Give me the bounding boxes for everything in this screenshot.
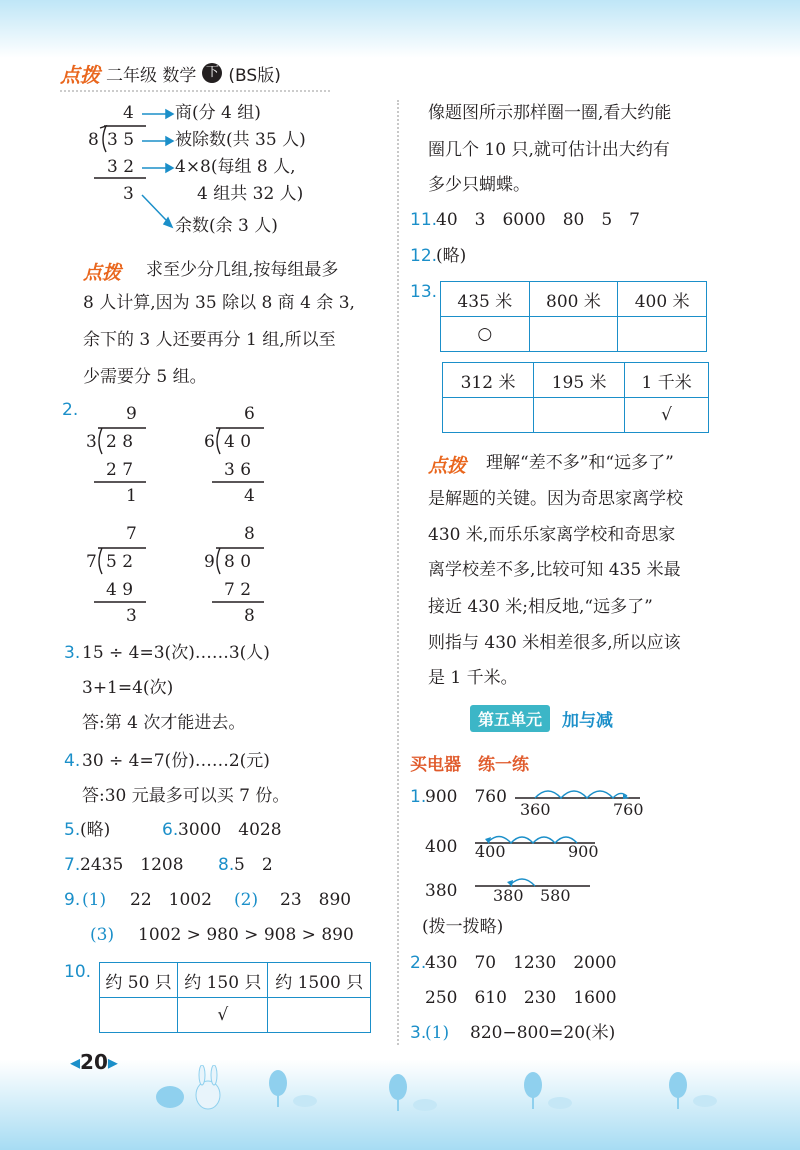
book-title: 二年级 数学 xyxy=(106,65,197,86)
answer-line: 5 2 xyxy=(234,855,273,875)
tip-line: 少需要分 5 组。 xyxy=(83,367,207,387)
table-cell xyxy=(534,398,625,433)
answer-line: 3000 4028 xyxy=(178,820,282,840)
logo: 点拨 xyxy=(60,62,100,87)
answer-line: 2435 1208 xyxy=(80,855,184,875)
table-cell xyxy=(100,998,178,1033)
number-line-label: 400 xyxy=(475,842,506,861)
table-cell: 约 50 只 xyxy=(100,963,178,998)
text-line: 圈几个 10 只,就可估计出大约有 xyxy=(428,140,670,160)
product: 4 9 xyxy=(106,580,134,600)
quotient: 7 xyxy=(126,524,137,544)
table-cell: 435 米 xyxy=(441,282,530,317)
table-cell: 312 米 xyxy=(443,363,534,398)
product: 7 2 xyxy=(224,580,252,600)
volume-badge: 下 xyxy=(202,63,222,83)
answer-line: 30 ÷ 4=7(份)……2(元) xyxy=(82,751,270,771)
table-cell xyxy=(443,398,534,433)
divisor: 6 xyxy=(204,432,215,452)
section-title: 买电器 练一练 xyxy=(410,755,529,775)
question-number: 13. xyxy=(410,282,438,302)
answer-line: 400 xyxy=(425,837,458,857)
tip-line: 理解“差不多”和“远多了” xyxy=(486,453,674,473)
answer-line: 22 1002 xyxy=(130,890,212,910)
text-line: 像题图所示那样圈一圈,看大约能 xyxy=(428,103,672,123)
remainder: 3 xyxy=(126,606,137,626)
table-cell: √ xyxy=(178,998,268,1033)
answer-line: 820−800=20(米) xyxy=(470,1023,616,1043)
column-divider xyxy=(397,100,399,1045)
answer-line: 430 70 1230 2000 xyxy=(425,953,617,973)
quotient: 4 xyxy=(123,103,134,123)
header-rule xyxy=(60,90,330,92)
remainder: 1 xyxy=(126,486,137,506)
answer-line: 答:30 元最多可以买 7 份。 xyxy=(82,786,290,806)
annotation-dividend: 被除数(共 35 人) xyxy=(175,130,306,150)
question-number: 3. xyxy=(64,643,81,663)
question-number: 10. xyxy=(64,962,92,982)
divisor: 3 xyxy=(86,432,97,452)
number-line-label: 760 xyxy=(613,800,644,819)
edition: (BS版) xyxy=(228,65,281,86)
remainder: 4 xyxy=(244,486,255,506)
part-label: (2) xyxy=(234,890,259,910)
answer-line: 1002 > 980 > 908 > 890 xyxy=(138,925,354,945)
product: 3 2 xyxy=(107,157,135,177)
dividend: 3 5 xyxy=(107,130,135,150)
question-number: 6. xyxy=(162,820,179,840)
part-label: (1) xyxy=(425,1023,450,1043)
answer-line: 3+1=4(次) xyxy=(82,678,174,698)
tip-line: 接近 430 米;相反地,“远多了” xyxy=(428,597,653,617)
dividend: 8 0 xyxy=(224,552,252,572)
quotient: 6 xyxy=(244,404,255,424)
question-number: 12. xyxy=(410,246,438,266)
text-line: 多少只蝴蝶。 xyxy=(428,175,530,195)
quotient: 8 xyxy=(244,524,255,544)
page-header xyxy=(60,60,281,86)
number-line xyxy=(515,782,645,802)
long-division xyxy=(202,404,282,509)
table-cell xyxy=(529,317,618,352)
annotation-quotient: 商(分 4 组) xyxy=(175,103,261,123)
number-line-label: 900 xyxy=(568,842,599,861)
product: 2 7 xyxy=(106,460,134,480)
annotation-product-1: 4×8(每组 8 人, xyxy=(175,157,296,177)
table-cell: 约 150 只 xyxy=(178,963,268,998)
tip-line: 余下的 3 人还要再分 1 组,所以至 xyxy=(83,330,336,350)
bunny-illustration xyxy=(156,1065,220,1109)
top-band xyxy=(0,0,800,58)
number-line-label: 360 xyxy=(520,800,551,819)
answer-line: 380 xyxy=(425,881,458,901)
dividend: 5 2 xyxy=(106,552,134,572)
number-line-label: 380 xyxy=(493,886,524,905)
estimate-table xyxy=(99,962,371,1033)
table-cell: 195 米 xyxy=(534,363,625,398)
long-division xyxy=(84,524,164,629)
tip-line: 是解题的关键。因为奇思家离学校 xyxy=(428,489,683,509)
dividend: 4 0 xyxy=(224,432,252,452)
answer-line: (略) xyxy=(436,246,467,266)
divisor: 9 xyxy=(204,552,215,572)
answer-line: 答:第 4 次才能进去。 xyxy=(82,713,246,733)
distance-table-1 xyxy=(440,281,707,352)
tip-line: 430 米,而乐乐家离学校和奇思家 xyxy=(428,525,676,545)
answer-line: 40 3 6000 80 5 7 xyxy=(436,210,640,230)
table-cell: ○ xyxy=(441,317,530,352)
answer-line: 23 890 xyxy=(280,890,352,910)
remainder: 3 xyxy=(123,184,134,204)
part-label: (3) xyxy=(90,925,115,945)
tip-label: 点拨 xyxy=(83,262,122,284)
product: 3 6 xyxy=(224,460,252,480)
question-number: 3. xyxy=(410,1023,427,1043)
question-number: 7. xyxy=(64,855,81,875)
annotation-remainder: 余数(余 3 人) xyxy=(175,216,278,236)
tip-label: 点拨 xyxy=(428,455,467,477)
unit-title: 加与减 xyxy=(562,711,614,731)
table-cell: 800 米 xyxy=(529,282,618,317)
tree-illustration xyxy=(269,1070,717,1111)
table-cell: 400 米 xyxy=(618,282,707,317)
tip-line: 8 人计算,因为 35 除以 8 商 4 余 3, xyxy=(83,293,355,313)
page-number-value: 20 xyxy=(80,1050,108,1074)
table-cell: 1 千米 xyxy=(625,363,709,398)
remainder: 8 xyxy=(244,606,255,626)
divisor: 8 xyxy=(88,130,99,150)
long-division xyxy=(84,404,164,509)
question-number: 2. xyxy=(62,400,79,420)
question-number: 9. xyxy=(64,890,81,910)
unit-banner xyxy=(470,705,613,732)
question-number: 11. xyxy=(410,210,438,230)
distance-table-2 xyxy=(442,362,709,433)
question-number: 4. xyxy=(64,751,81,771)
table-cell: 约 1500 只 xyxy=(268,963,371,998)
table-cell xyxy=(268,998,371,1033)
question-number: 1. xyxy=(410,787,427,807)
answer-line: 900 760 xyxy=(425,787,507,807)
tip-line: 求至少分几组,按每组最多 xyxy=(146,260,339,280)
long-division xyxy=(202,524,282,629)
tip-line: 则指与 430 米相差很多,所以应该 xyxy=(428,633,681,653)
table-cell xyxy=(618,317,707,352)
question-number: 5. xyxy=(64,820,81,840)
annotation-product-2: 4 组共 32 人) xyxy=(197,184,304,204)
number-line-label: 580 xyxy=(540,886,571,905)
note: (拨一拨略) xyxy=(422,917,504,937)
quotient: 9 xyxy=(126,404,137,424)
tip-line: 离学校差不多,比较可知 435 米最 xyxy=(428,560,681,580)
dividend: 2 8 xyxy=(106,432,134,452)
tip-line: 是 1 千米。 xyxy=(428,668,518,688)
part-label: (1) xyxy=(82,890,107,910)
unit-tag: 第五单元 xyxy=(470,705,550,732)
answer-line: 250 610 230 1600 xyxy=(425,988,617,1008)
question-number: 2. xyxy=(410,953,427,973)
answer-line: (略) xyxy=(80,820,111,840)
table-cell: √ xyxy=(625,398,709,433)
question-number: 8. xyxy=(218,855,235,875)
footer-decoration xyxy=(140,1065,760,1120)
answer-line: 15 ÷ 4=3(次)……3(人) xyxy=(82,643,270,663)
page-number: ◂20▸ xyxy=(70,1050,118,1074)
divisor: 7 xyxy=(86,552,97,572)
